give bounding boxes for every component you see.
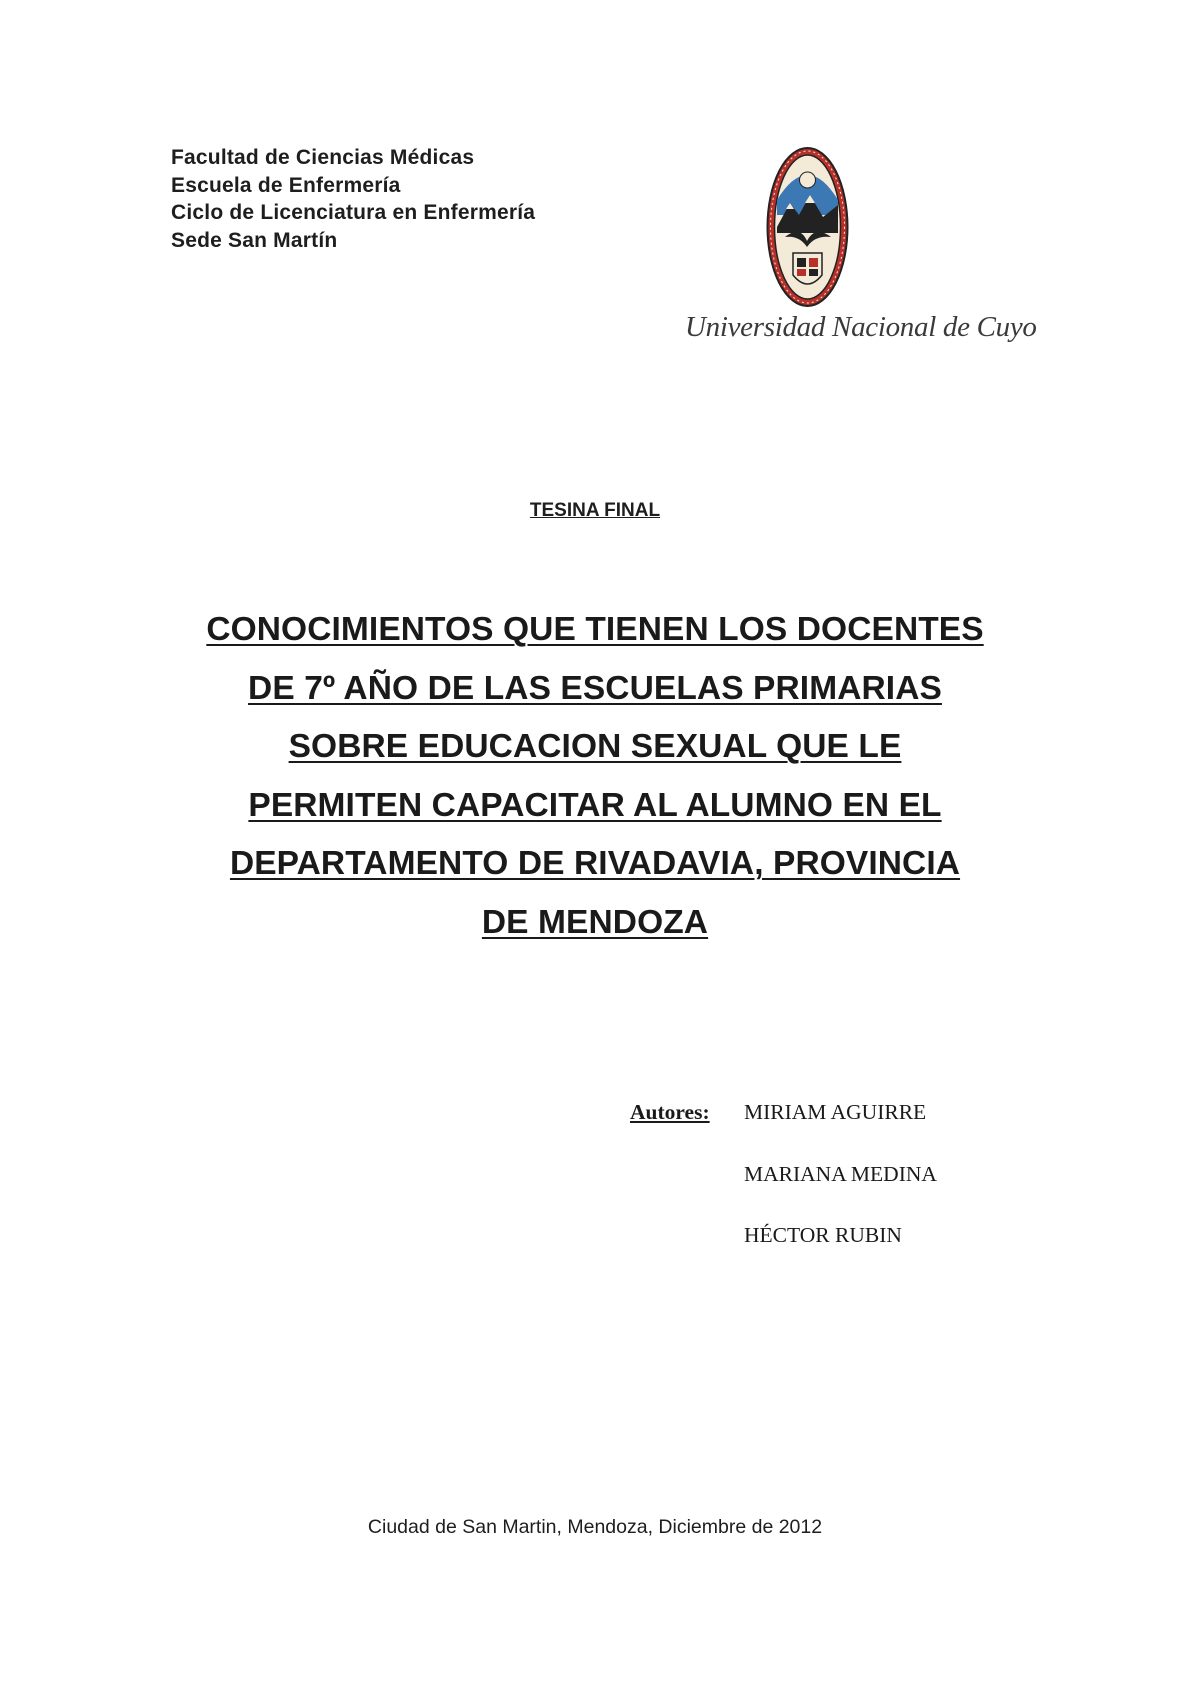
title-line: SOBRE EDUCACION SEXUAL QUE LE [288, 728, 902, 765]
title-line: PERMITEN CAPACITAR AL ALUMNO EN EL [248, 786, 942, 824]
place-and-date: Ciudad de San Martin, Mendoza, Diciembre de 2012 [367, 1516, 823, 1538]
program-name: Ciclo de Licenciatura en Enfermería [171, 201, 536, 224]
author-name: HÉCTOR RUBIN [744, 1223, 902, 1247]
thesis-type-label: TESINA FINAL [529, 500, 661, 521]
campus-name: Sede San Martín [171, 228, 338, 252]
author-name: MARIANA MEDINA [744, 1161, 937, 1186]
title-line: DE 7º AÑO DE LAS ESCUELAS PRIMARIAS [248, 669, 942, 707]
school-name: Escuela de Enfermería [171, 173, 401, 197]
university-logo [685, 145, 1037, 350]
university-seal-icon [765, 145, 850, 310]
title-line: DE MENDOZA [481, 903, 709, 941]
university-name: Universidad Nacional de Cuyo [685, 311, 1037, 343]
author-name: MIRIAM AGUIRRE [744, 1100, 927, 1124]
authors-label: Autores: [630, 1100, 710, 1124]
title-line: CONOCIMIENTOS QUE TIENEN LOS DOCENTES [206, 611, 984, 648]
title-line: DEPARTAMENTO DE RIVADAVIA, PROVINCIA [229, 845, 961, 882]
faculty-name: Facultad de Ciencias Médicas [171, 146, 475, 169]
institution-header [171, 144, 535, 254]
authors-list [744, 1100, 937, 1285]
thesis-title [120, 601, 1070, 952]
